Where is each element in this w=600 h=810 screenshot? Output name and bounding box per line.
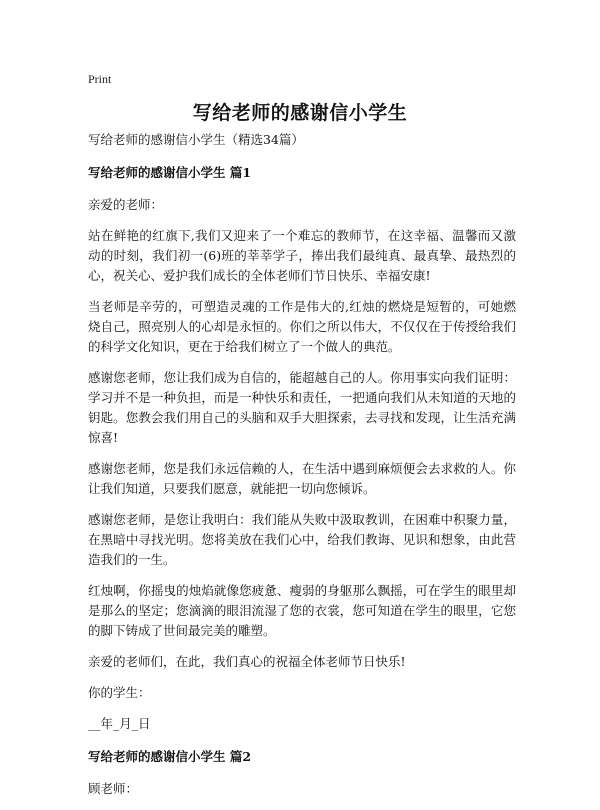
document-title: 写给老师的感谢信小学生: [192, 102, 408, 124]
document-subtitle: 写给老师的感谢信小学生（精选34篇）: [88, 132, 304, 147]
paragraph: 感谢您老师，是您让我明白：我们能从失败中汲取教训，在困难中积聚力量，在黑暗中寻找光明。您将美放在我们心中，给我们教诲、见识和想象，由此营造我们的一生。: [88, 512, 516, 567]
closing: 你的学生：: [88, 685, 151, 700]
salutation: 顾老师：: [88, 781, 139, 796]
salutation: 亲爱的老师：: [88, 197, 164, 212]
section-heading: 写给老师的感谢信小学生 篇2: [88, 749, 252, 764]
letter-section-1: [88, 163, 516, 734]
section-heading: 写给老师的感谢信小学生 篇1: [88, 165, 252, 180]
date-line: __年_月_日: [88, 716, 151, 731]
document-body: [88, 130, 516, 810]
paragraph: 站在鲜艳的红旗下,我们又迎来了一个难忘的教师节，在这幸福、温馨而又激动的时刻，我们初一(6)班的莘莘学子，捧出我们最纯真、最真挚、最热烈的心，祝关心、爱护我们成长的全体老师们节日快乐、幸福安康!: [88, 228, 516, 283]
print-label: Print: [88, 72, 112, 86]
letter-section-2: [88, 747, 516, 799]
paragraph: 红烛啊，你摇曳的烛焰就像您疲惫、瘦弱的身躯那么飘摇，可在学生的眼里却是那么的坚定；您滴滴的眼泪流湿了您的衣裳，您可知道在学生的眼里，它您的脚下铸成了世间最完美的雕塑。: [88, 583, 516, 638]
paragraph: 当老师是辛劳的，可塑造灵魂的工作是伟大的,红烛的燃烧是短暂的，可她燃烧自己，照亮别人的心却是永恒的。你们之所以伟大，不仅仅在于传授给我们的科学文化知识，更在于给我们树立了一个做人的典范。: [88, 299, 516, 354]
paragraph: 感谢您老师，您是我们永远信赖的人，在生活中遇到麻烦便会去求救的人。你让我们知道，只要我们愿意，就能把一切向您倾诉。: [88, 461, 516, 496]
paragraph: 感谢您老师，您让我们成为自信的，能超越自己的人。你用事实向我们证明：学习并不是一种负担，而是一种快乐和责任，一把通向我们从未知道的天地的钥匙。您教会我们用自己的头脑和双手大胆探索，去寻找和发现，让生活充满惊喜!: [88, 370, 516, 445]
paragraph: 亲爱的老师们，在此，我们真心的祝福全体老师节日快乐!: [88, 654, 406, 669]
